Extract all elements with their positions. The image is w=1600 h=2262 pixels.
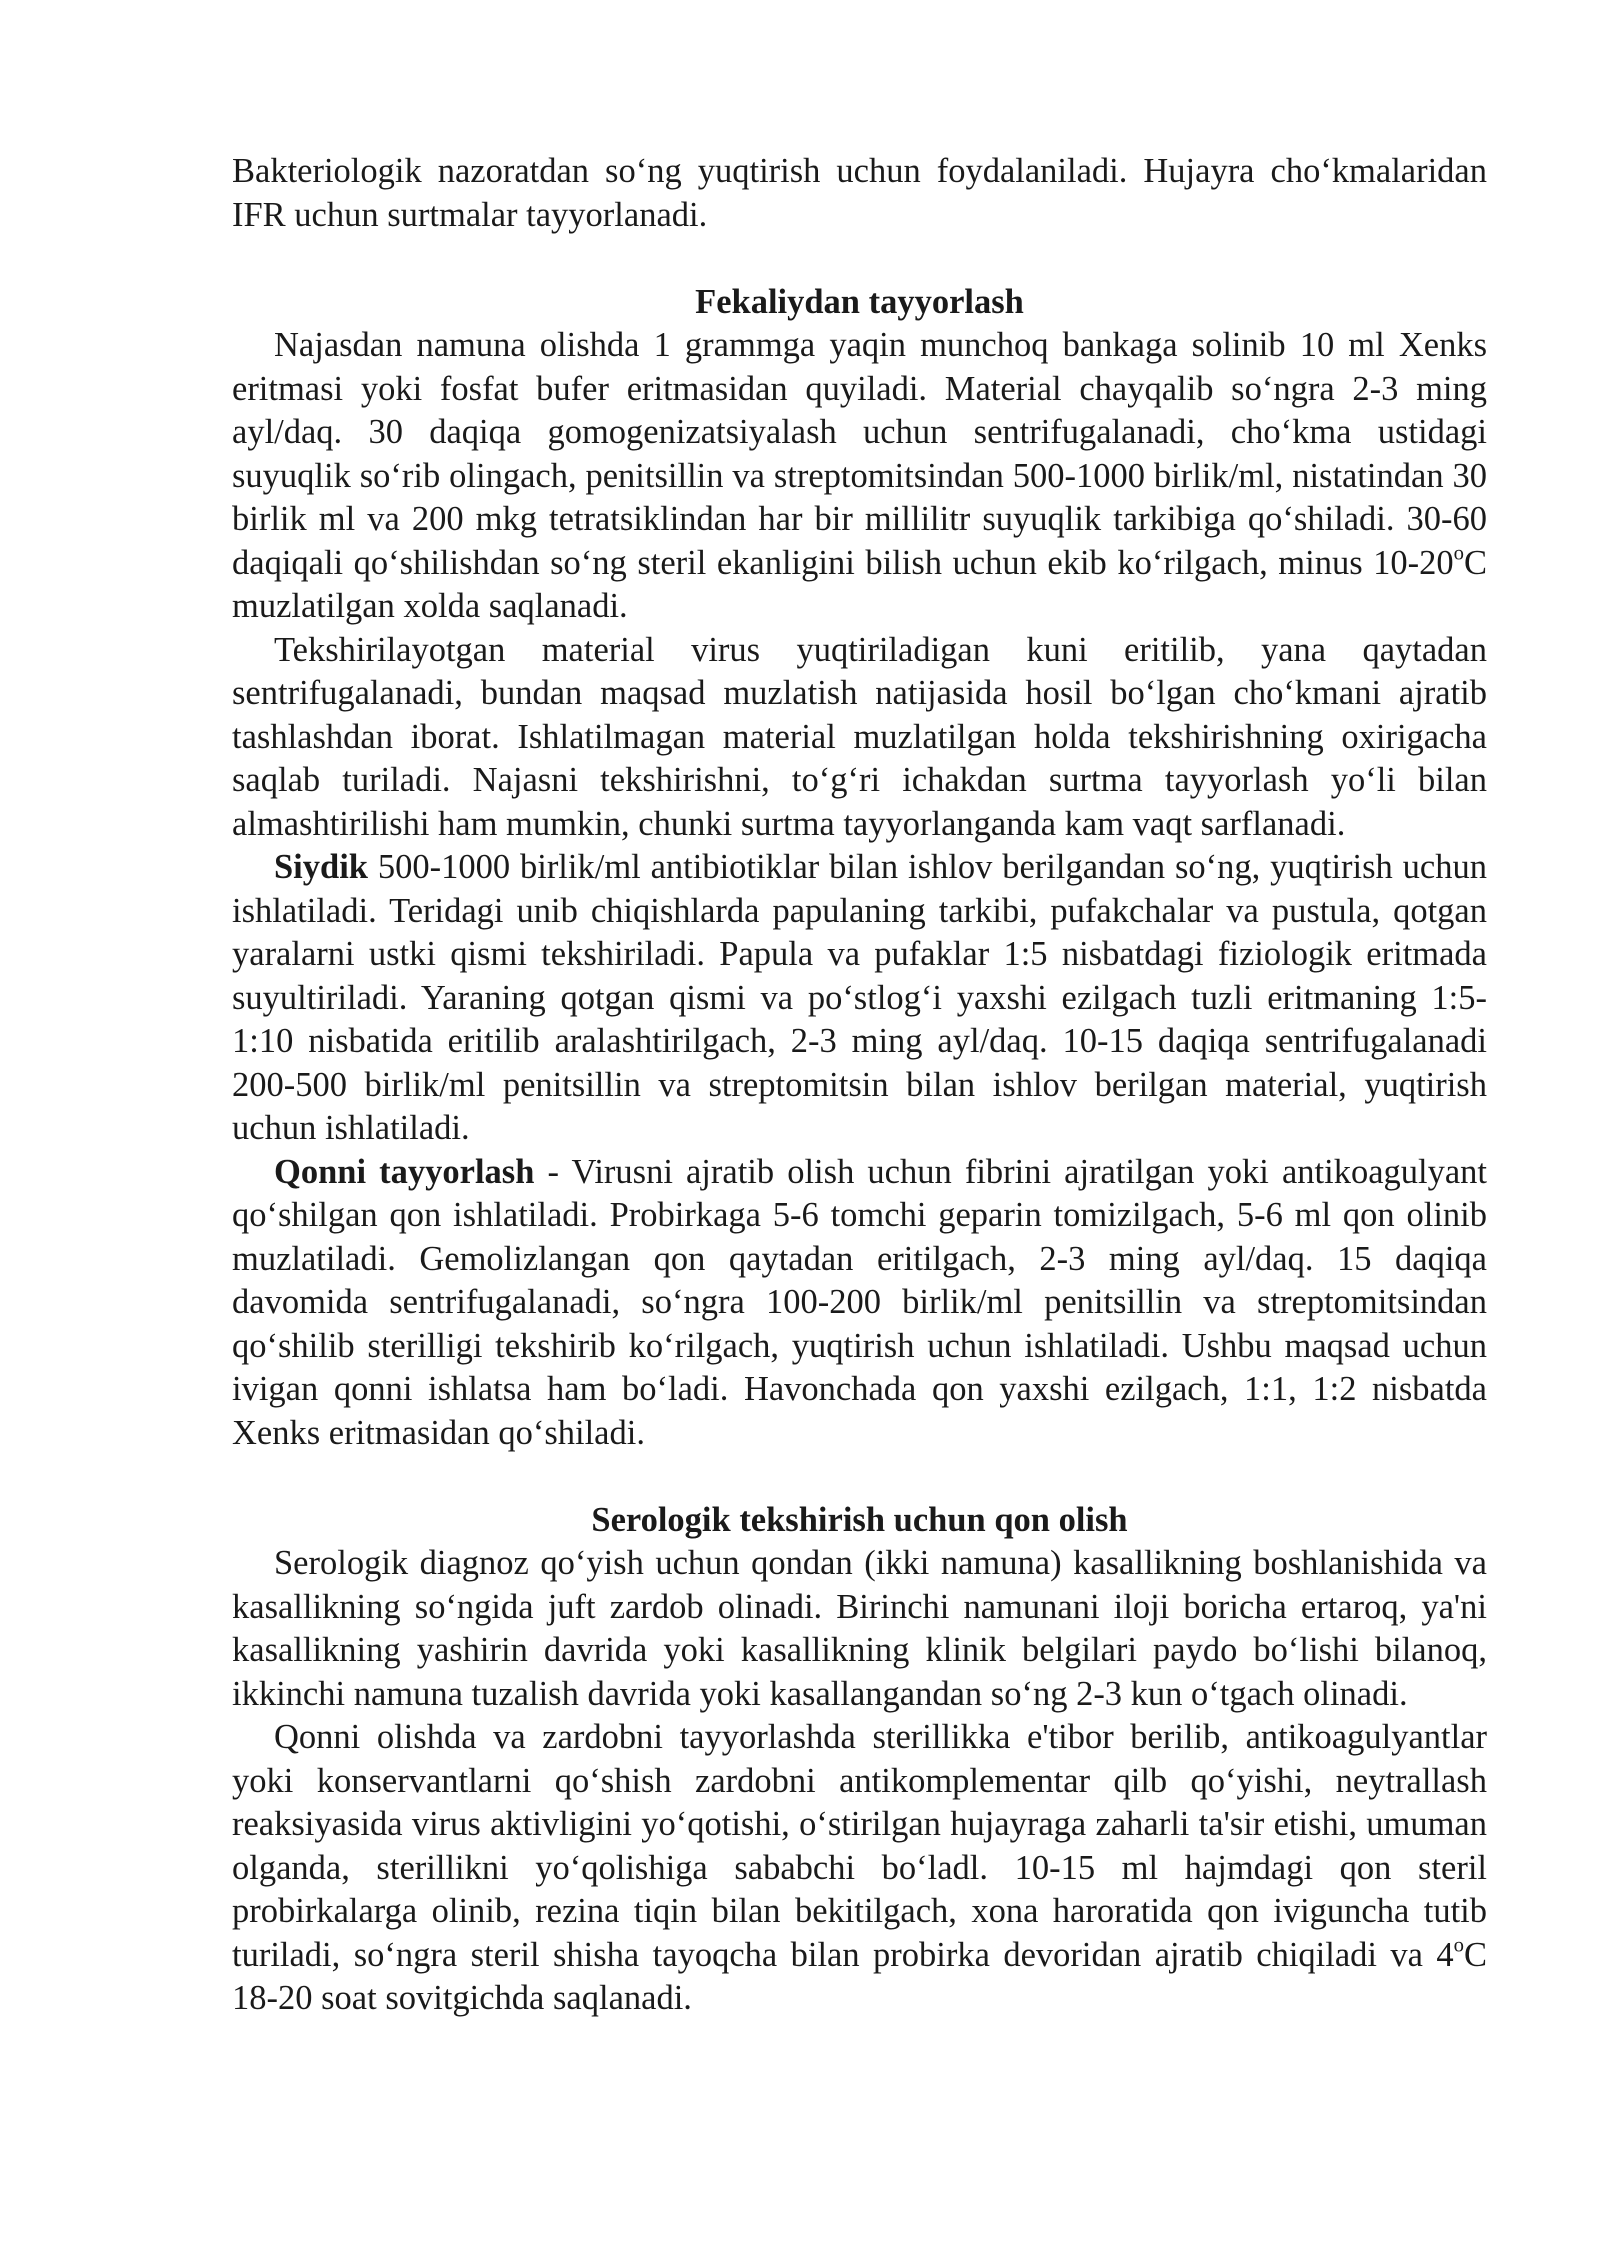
serologik-paragraph-2: [232, 1716, 1487, 2021]
siydik-term: Siydik: [274, 848, 368, 886]
intro-paragraph: [232, 150, 1487, 237]
degree-superscript: o: [1453, 542, 1464, 565]
document-page: [232, 150, 1487, 2021]
serologik-p1-text: Serologik diagnoz qo‘yish uchun qondan (ikki namuna) kasallikning boshlanishida va kasallikning so‘ngida juft zardob olinadi. Birinchi namunani iloji boricha ertaroq, ya'ni kasallikning yashirin davrida yoki kasallikning klinik belgilari paydo bo‘lishi bilanoq, ikkinchi namuna tuzalish davrida yoki kasallangandan so‘ng 2-3 kun o‘tgach olinadi.: [232, 1544, 1487, 1713]
qon-tayyorlash-text: - Virusni ajratib olish uchun fibrini ajratilgan yoki antikoagulyant qo‘shilgan qon ishlatiladi. Probirkaga 5-6 tomchi geparin tomizilgach, 5-6 ml qon olinib muzlatiladi. Gemolizlangan qon qaytadan eritilgach, 2-3 ming ayl/daq. 15 daqiqa davomida sentrifugalanadi, so‘ngra 100-200 birlik/ml penitsillin va streptomitsindan qo‘shilib sterilligi tekshirib ko‘rilgach, yuqtirish uchun ishlatiladi. Ushbu maqsad uchun ivigan qonni ishlatsa ham bo‘ladi. Havonchada qon yaxshi ezilgach, 1:1, 1:2 nisbatda Xenks eritmasidan qo‘shiladi.: [232, 1152, 1487, 1452]
intro-text: Bakteriologik nazoratdan so‘ng yuqtirish uchun foydalaniladi. Hujayra cho‘kmalaridan IFR uchun surtmalar tayyorlanadi.: [232, 152, 1487, 234]
serologik-p2-text: Qonni olishda va zardobni tayyorlashda sterillikka e'tibor berilib, antikoagulyantlar yoki konservantlarni qo‘shish zardobni antikomplementar qilb qo‘yishi, neytrallash reaksiyasida virus aktivligini yo‘qotishi, o‘stirilgan hujayraga zaharli ta'sir etishi, umuman olganda, sterillikni yo‘qolishiga sababchi bo‘ladl. 10-15 ml hajmdagi qon steril probirkalarga olinib, rezina tiqin bilan bekitilgach, xona haroratida qon ivigunchа tutib turiladi, so‘ngra steril shisha tayoqcha bilan probirka devoridan ajratib chiqiladi va 4: [232, 1718, 1487, 1974]
section-heading-serologik: Serologik tekshirish uchun qon olish: [591, 1500, 1128, 1539]
fekaliy-paragraph-1: [232, 324, 1487, 629]
section-gap: [232, 237, 1487, 281]
degree-superscript: o: [1453, 1934, 1464, 1957]
serologik-p2-text-end: C 18-20 soat sovitgichda saqlanadi.: [232, 1935, 1487, 2017]
section-heading-fekaliy: Fekaliydan tayyorlash: [695, 282, 1024, 321]
fekaliy-p1-text-end: C muzlatilgan xolda saqlanadi.: [232, 543, 1487, 625]
section-gap: [232, 1455, 1487, 1499]
siydik-paragraph: [232, 846, 1487, 1151]
fekaliy-p2-text: Tekshirilayotgan material virus yuqtiriladigan kuni eritilib, yana qaytadan sentrifugalanadi, bundan maqsad muzlatish natijasida hosil bo‘lgan cho‘kmani ajratib tashlashdan iborat. Ishlatilmagan material muzlatilgan holda tekshirishning oxirigacha saqlab turiladi. Najasni tekshirishni, to‘g‘ri ichakdan surtma tayyorlash yo‘li bilan almashtirilishi ham mumkin, chunki surtma tayyorlanganda kam vaqt sarflanadi.: [232, 630, 1487, 843]
serologik-paragraph-1: [232, 1542, 1487, 1716]
qon-tayyorlash-paragraph: [232, 1151, 1487, 1456]
qon-tayyorlash-term: Qonni tayyorlash: [274, 1152, 535, 1191]
fekaliy-p1-text: Najasdan namuna olishda 1 grammga yaqin munchoq bankaga solinib 10 ml Xenks eritmasi yoki fosfat bufer eritmasidan quyiladi. Material chayqalib so‘ngra 2-3 ming ayl/daq. 30 daqiqa gomogenizatsiyalash uchun sentrifugalanadi, cho‘kma ustidagi suyuqlik so‘rib olingach, penitsillin va streptomitsindan 500-1000 birlik/ml, nistatindan 30 birlik ml va 200 mkg tetratsiklindan har bir millilitr suyuqlik tarkibiga qo‘shiladi. 30-60 daqiqali qo‘shilishdan so‘ng steril ekanligini bilish uchun ekib ko‘rilgach, minus 10-20: [232, 326, 1487, 582]
fekaliy-paragraph-2: [232, 629, 1487, 847]
siydik-text: 500-1000 birlik/ml antibiotiklar bilan ishlov berilgandan so‘ng, yuqtirish uchun ishlatiladi. Teridagi unib chiqishlarda papulaning tarkibi, pufakchalar va pustula, qotgan yaralarni ustki qismi tekshiriladi. Papula va pufaklar 1:5 nisbatdagi fiziologik eritmada suyultiriladi. Yaraning qotgan qismi va po‘stlog‘i yaxshi ezilgach tuzli eritmaning 1:5-1:10 nisbatida eritilib aralashtirilgach, 2-3 ming ayl/daq. 10-15 daqiqa sentrifugalanadi 200-500 birlik/ml penitsillin va streptomitsin bilan ishlov berilgan material, yuqtirish uchun ishlatiladi.: [232, 848, 1487, 1147]
